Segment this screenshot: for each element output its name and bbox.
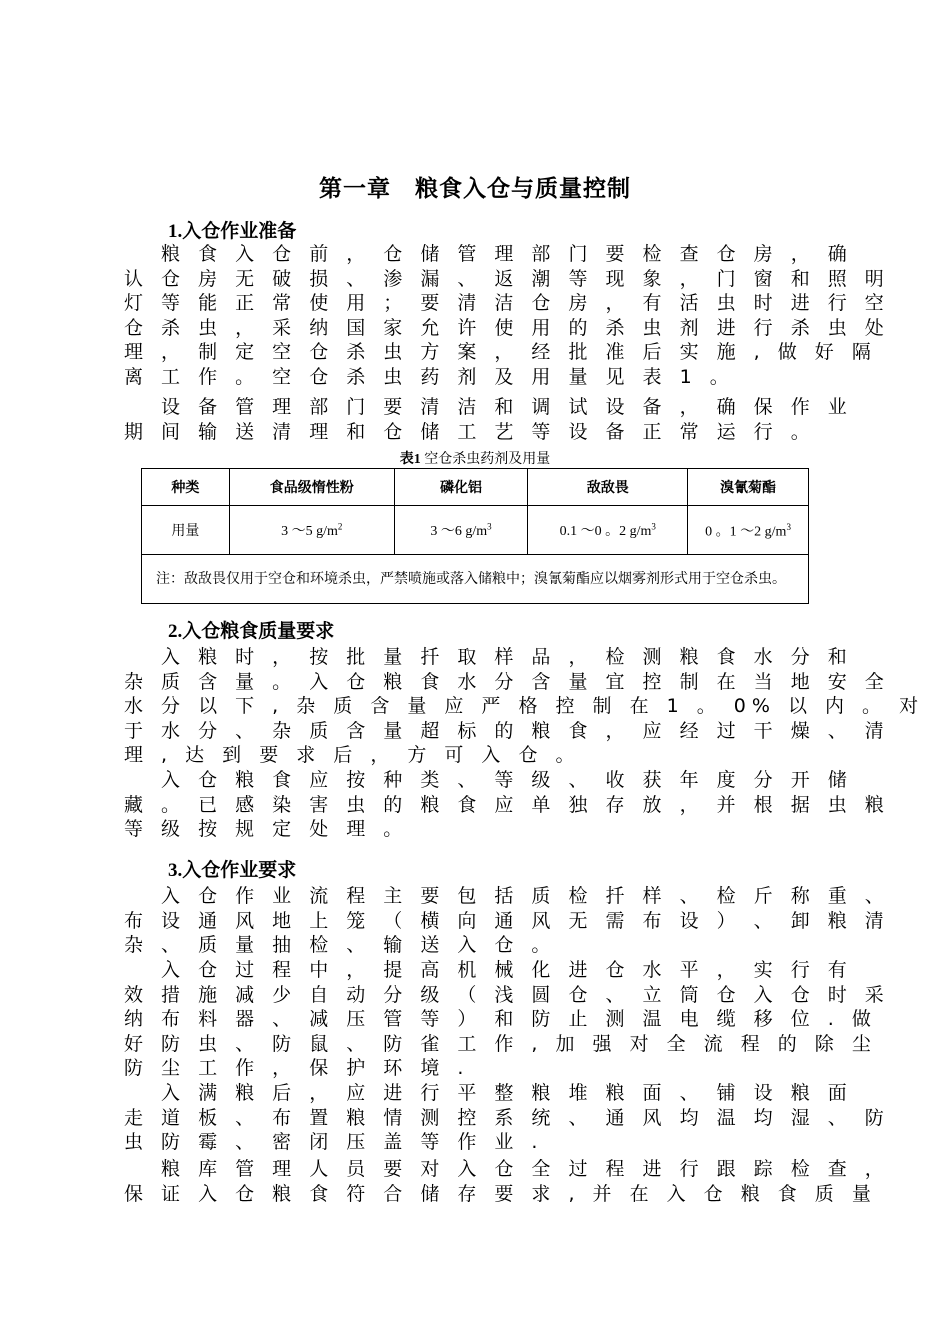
section-1-paragraph-2	[124, 395, 853, 444]
unit-exponent: 3	[786, 522, 791, 533]
table-cell	[394, 506, 528, 555]
table-caption-text: 空仓杀虫药剂及用量	[424, 452, 551, 467]
table-header-cell: 溴氰菊酯	[688, 469, 809, 506]
text-line: 入 仓 过 程 中 ， 提 高 机 械 化 进 仓 水 平 ， 实 行 有	[124, 959, 853, 981]
text-line: 理 , 达 到 要 求 后 ， 方 可 入 仓 。	[124, 744, 581, 766]
text-line: 入 仓 粮 食 应 按 种 类 、 等 级 、 收 获 年 度 分 开 储	[124, 769, 853, 791]
unit-exponent: 3	[651, 521, 656, 532]
section-1-heading	[168, 216, 296, 243]
section-1-paragraph-1	[124, 242, 890, 389]
section-2-title: 入仓粮食质量要求	[182, 620, 335, 642]
text-line: 保 证 入 仓 粮 食 符 合 储 存 要 求 , 并 在 入 仓 粮 食 质 量	[124, 1182, 877, 1205]
section-3-title: 入仓作业要求	[182, 859, 297, 881]
table-header-cell: 种类	[142, 469, 230, 506]
table-note-row	[142, 555, 809, 604]
section-3-heading	[168, 855, 296, 882]
table-header-cell: 食品级惰性粉	[229, 469, 394, 506]
insecticide-dosage-table	[141, 468, 809, 604]
dose-value: 3 ～5 g/m	[281, 524, 338, 539]
dose-value: 0 。1 ～2 g/m	[705, 524, 787, 540]
text-line: 于 水 分 、 杂 质 含 量 超 标 的 粮 食 ， 应 经 过 干 燥 、 清	[124, 719, 890, 742]
text-line: 水 分 以 下 , 杂 质 含 量 应 严 格 控 制 在 1 。 0% 以 内 。 对	[124, 695, 925, 717]
section-2-heading	[168, 616, 334, 643]
table-header-cell: 敌敌畏	[528, 469, 688, 506]
text-line: 纳 布 料 器 、 减 压 管 等 ） 和 防 止 测 温 电 缆 移 位 . 做	[124, 1008, 877, 1030]
section-3-number: 3.	[168, 860, 183, 881]
text-line: 离 工 作 。 空 仓 杀 虫 药 剂 及 用 量 见 表 1 。	[124, 365, 735, 388]
dose-value: 3 ～6 g/m	[430, 524, 488, 539]
text-line: 虫 防 霉 、 密 闭 压 盖 等 作 业 .	[124, 1131, 544, 1153]
text-line: 布 设 通 风 地 上 笼 （ 横 向 通 风 无 需 布 设 ） 、 卸 粮 清	[124, 909, 890, 932]
text-line: 仓 杀 虫 ， 采 纳 国 家 允 许 使 用 的 杀 虫 剂 进 行 杀 虫 处	[124, 316, 890, 339]
table-cell	[229, 506, 394, 555]
section-3-paragraph-2	[124, 958, 890, 1081]
section-3-paragraph-4	[124, 1157, 890, 1206]
text-line: 效 措 施 减 少 自 动 分 级 （ 浅 圆 仓 、 立 筒 仓 入 仓 时 采	[124, 983, 890, 1006]
section-2-paragraph-2	[124, 768, 890, 842]
text-line: 入 粮 时 ， 按 批 量 扦 取 样 品 ， 检 测 粮 食 水 分 和	[124, 646, 853, 668]
text-line: 等 级 按 规 定 处 理 。	[124, 818, 409, 840]
section-3-paragraph-1	[124, 884, 890, 958]
text-line: 灯 等 能 正 常 使 用 ； 要 清 洁 仓 房 ， 有 活 虫 时 进 行 空	[124, 292, 890, 314]
text-line: 藏 。 已 感 染 害 虫 的 粮 食 应 单 独 存 放 ， 并 根 据 虫 粮	[124, 793, 890, 816]
text-line: 杂 、 质 量 抽 检 、 输 送 入 仓 。	[124, 934, 557, 956]
table-row	[142, 506, 809, 555]
table-caption	[0, 448, 950, 468]
table-note: 注：敌敌畏仅用于空仓和环境杀虫，严禁喷施或落入储粮中；溴氰菊酯应以烟雾剂形式用于空仓杀虫。	[142, 555, 809, 604]
section-2-number: 2.	[168, 621, 183, 642]
text-line: 入 仓 作 业 流 程 主 要 包 括 质 检 扦 样 、 检 斤 称 重 、	[124, 885, 890, 907]
table-row-label: 用量	[142, 506, 230, 555]
text-line: 理 ， 制 定 空 仓 杀 虫 方 案 ， 经 批 准 后 实 施 , 做 好 隔	[124, 341, 877, 363]
text-line: 入 满 粮 后 ， 应 进 行 平 整 粮 堆 粮 面 、 铺 设 粮 面	[124, 1082, 853, 1104]
section-2-paragraph-1	[124, 645, 925, 768]
section-1-title: 入仓作业准备	[182, 220, 297, 242]
chapter-title: 第一章 粮食入仓与质量控制	[319, 176, 631, 202]
section-3-paragraph-3	[124, 1081, 890, 1155]
text-line: 粮 库 管 理 人 员 要 对 入 仓 全 过 程 进 行 跟 踪 检 查 ，	[124, 1158, 890, 1180]
section-1-number: 1.	[168, 221, 183, 242]
table-header-row	[142, 469, 809, 506]
text-line: 期 间 输 送 清 理 和 仓 储 工 艺 等 设 备 正 常 运 行 。	[124, 420, 816, 443]
table-header-cell: 磷化铝	[394, 469, 528, 506]
table-caption-label: 表1	[399, 452, 421, 467]
text-line: 防 尘 工 作 ， 保 护 环 境 .	[124, 1057, 470, 1079]
dose-value: 0.1 ～0 。2 g/m	[559, 524, 652, 539]
unit-exponent: 3	[487, 521, 492, 532]
table-cell	[528, 506, 688, 555]
text-line: 设 备 管 理 部 门 要 清 洁 和 调 试 设 备 ， 确 保 作 业	[124, 396, 853, 418]
table-cell	[688, 506, 809, 555]
text-line: 走 道 板 、 布 置 粮 情 测 控 系 统 、 通 风 均 温 均 湿 、 防	[124, 1106, 890, 1129]
text-line: 杂 质 含 量 。 入 仓 粮 食 水 分 含 量 宜 控 制 在 当 地 安 全	[124, 670, 890, 693]
text-line: 好 防 虫 、 防 鼠 、 防 雀 工 作 , 加 强 对 全 流 程 的 除 尘	[124, 1032, 877, 1055]
text-line: 粮 食 入 仓 前 ， 仓 储 管 理 部 门 要 检 查 仓 房 ， 确	[124, 243, 853, 265]
unit-exponent: 2	[337, 521, 343, 532]
text-line: 认 仓 房 无 破 损 、 渗 漏 、 返 潮 等 现 象 ， 门 窗 和 照 明	[124, 267, 890, 290]
